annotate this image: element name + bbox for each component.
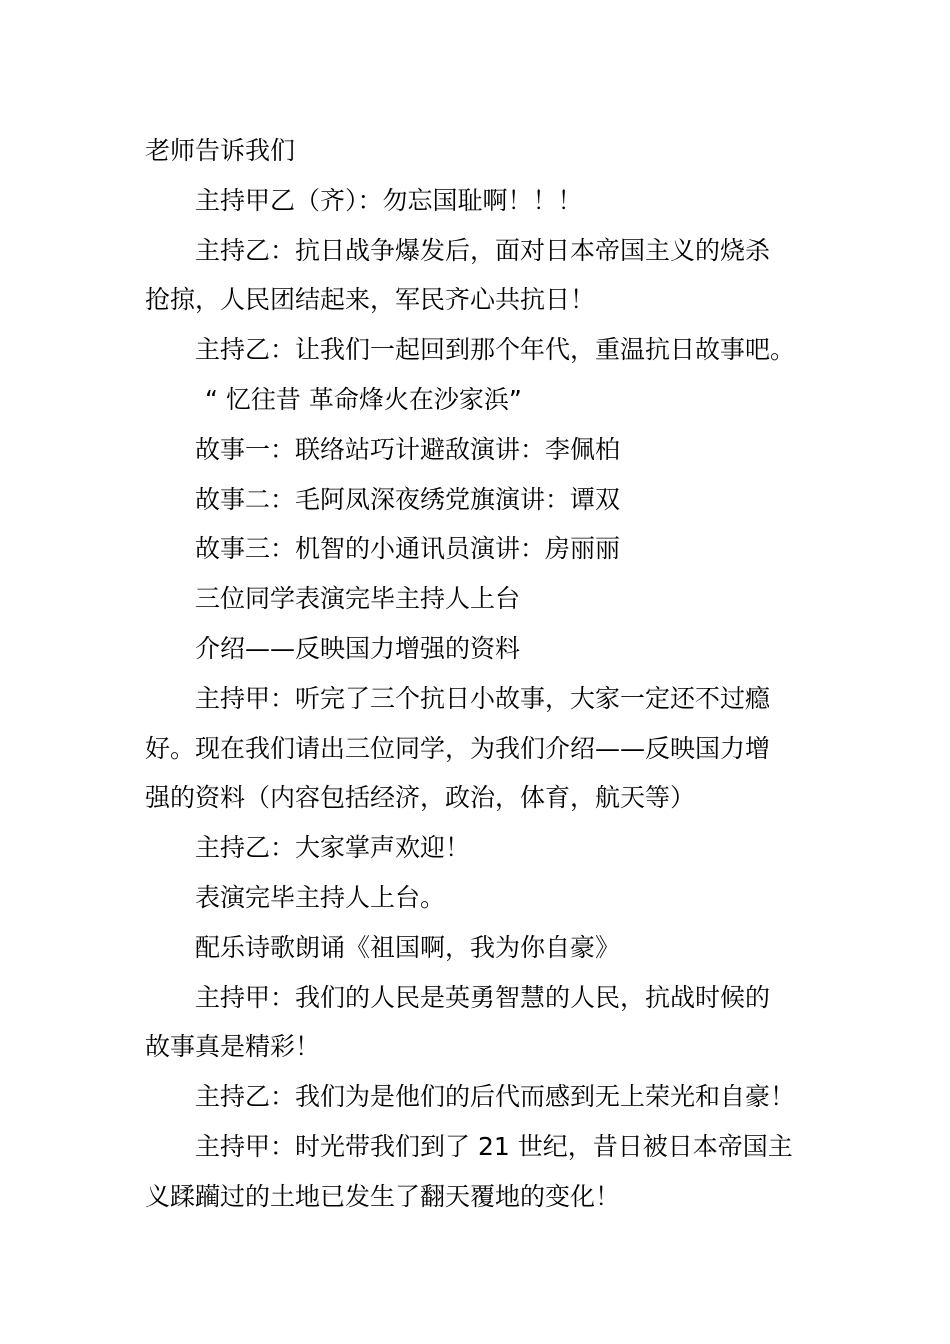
text-line: 抢掠，人民团结起来，军民齐心共抗日！ xyxy=(145,285,596,315)
text-line: 主持乙：让我们一起回到那个年代，重温抗日故事吧。 xyxy=(195,335,796,365)
text-line: 义蹂躏过的土地已发生了翻天覆地的变化！ xyxy=(145,1181,621,1211)
text-line: 故事三：机智的小通讯员演讲：房丽丽 xyxy=(195,534,621,564)
text-line: 好。现在我们请出三位同学，为我们介绍——反映国力增 xyxy=(145,733,771,763)
text-line: 主持甲：时光带我们到了 21 世纪，昔日被日本帝国主 xyxy=(195,1131,793,1161)
document-body xyxy=(145,126,810,1222)
text-line: 主持甲乙（齐）：勿忘国耻啊！！！ xyxy=(195,185,583,215)
text-line: 故事二：毛阿凤深夜绣党旗演讲：谭双 xyxy=(195,484,621,514)
text-line: 强的资料（内容包括经济，政治，体育，航天等） xyxy=(145,783,696,813)
text-line: 主持乙：大家掌声欢迎！ xyxy=(195,833,471,863)
text-line: 主持乙：抗日战争爆发后，面对日本帝国主义的烧杀 xyxy=(195,235,771,265)
text-line: 故事真是精彩！ xyxy=(145,1032,321,1062)
section-heading: “ 忆往昔 革命烽火在沙家浜” xyxy=(205,384,522,414)
text-line: 介绍——反映国力增强的资料 xyxy=(195,633,521,663)
text-line: 老师告诉我们 xyxy=(145,136,296,165)
text-line: 三位同学表演完毕主持人上台 xyxy=(195,584,521,614)
text-line: 主持乙：我们为是他们的后代而感到无上荣光和自豪！ xyxy=(195,1082,796,1112)
text-line: 表演完毕主持人上台。 xyxy=(195,882,446,912)
text-line: 故事一：联络站巧计避敌演讲：李佩柏 xyxy=(195,434,621,464)
text-line: 主持甲：听完了三个抗日小故事，大家一定还不过瘾 xyxy=(195,683,771,713)
text-line: 主持甲：我们的人民是英勇智慧的人民，抗战时候的 xyxy=(195,982,771,1012)
text-line: 配乐诗歌朗诵《祖国啊，我为你自豪》 xyxy=(195,932,621,962)
